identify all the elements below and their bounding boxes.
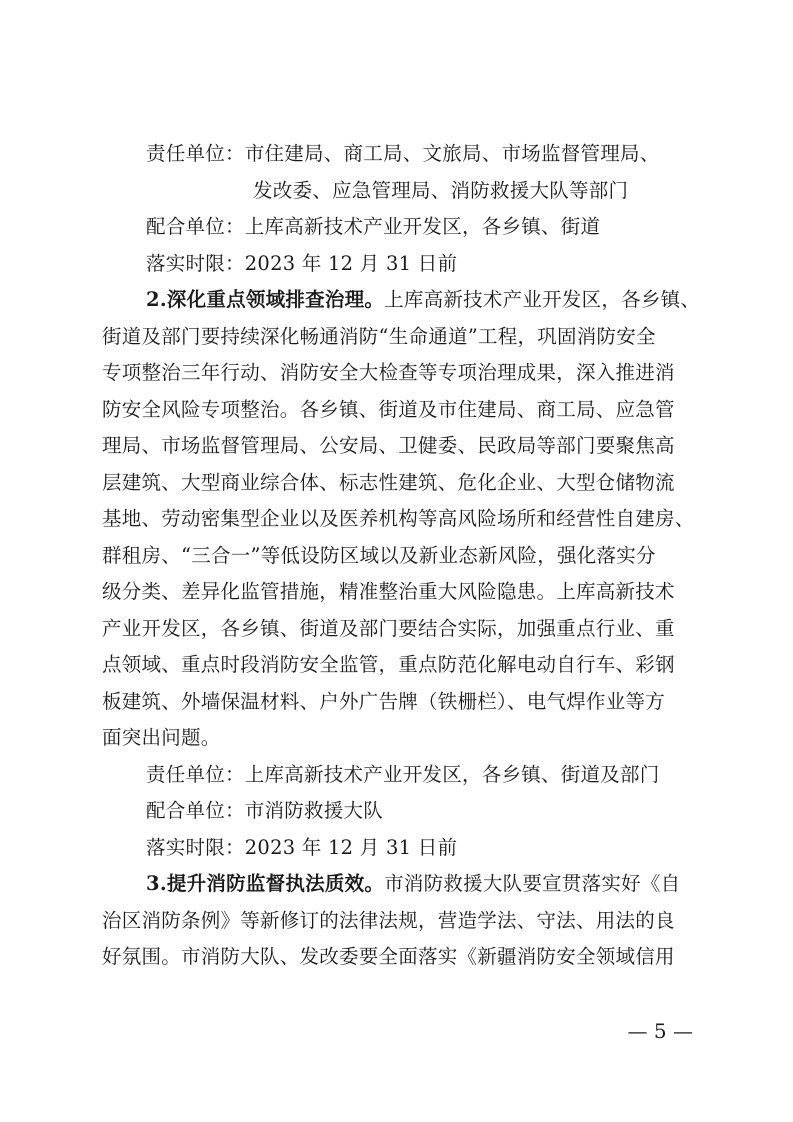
item2-body-line: 级分类、差异化监管措施，精准整治重大风险隐患。上库高新技术 xyxy=(102,580,675,603)
item3-body-line: 治区消防条例》等新修订的法律法规，营造学法、守法、用法的良 xyxy=(102,908,675,932)
item3-first-line xyxy=(102,866,690,903)
item2-deadline: 落实时限：2023 年 12 月 31 日前 xyxy=(146,835,458,859)
item3-first-line-text: 市消防救援大队要宣贯落实好《自 xyxy=(384,872,681,895)
item2-body-line: 板建筑、外墙保温材料、户外广告牌（铁栅栏）、电气焊作业等方 xyxy=(102,689,666,713)
item2-body-line: 理局、市场监督管理局、公安局、卫健委、民政局等部门要聚焦高 xyxy=(102,434,675,457)
responsible-units-line-2: 发改委、应急管理局、消防救援大队等部门 xyxy=(253,178,629,202)
page-number: — 5 — xyxy=(627,1019,693,1043)
item2-body-line: 产业开发区，各乡镇、街道及部门要结合实际，加强重点行业、重 xyxy=(102,616,675,640)
item2-body-line: 面突出问题。 xyxy=(102,726,221,749)
item3-body-line: 好氛围。市消防大队、发改委要全面落实《新疆消防安全领域信用 xyxy=(102,945,675,968)
item2-body-line: 专项整治三年行动、消防安全大检查等专项治理成果，深入推进消 xyxy=(102,361,675,384)
deadline-line: 落实时限：2023 年 12 月 31 日前 xyxy=(146,251,458,275)
cooperating-units-line: 配合单位：上库高新技术产业开发区，各乡镇、街道 xyxy=(146,215,601,238)
item3-heading: 3.提升消防监督执法质效。 xyxy=(146,872,385,895)
item2-cooperating-units: 配合单位：市消防救援大队 xyxy=(146,799,384,822)
item2-responsible-units: 责任单位：上库高新技术产业开发区，各乡镇、街道及部门 xyxy=(146,762,660,786)
document-body xyxy=(102,136,701,976)
item2-body-line: 街道及部门要持续深化畅通消防“生命通道”工程，巩固消防安全 xyxy=(102,324,656,348)
responsible-units-line-1: 责任单位：市住建局、商工局、文旅局、市场监督管理局、 xyxy=(146,142,660,165)
item2-body-line: 层建筑、大型商业综合体、标志性建筑、危化企业、大型仓储物流 xyxy=(102,470,675,494)
item2-first-line xyxy=(102,282,701,319)
item2-body-line: 群租房、“三合一”等低设防区域以及新业态新风险，强化落实分 xyxy=(102,543,656,567)
item2-body-line: 防安全风险专项整治。各乡镇、街道及市住建局、商工局、应急管 xyxy=(102,397,675,421)
item2-body-line: 基地、劳动密集型企业以及医养机构等高风险场所和经营性自建房、 xyxy=(102,507,695,530)
item2-heading: 2.深化重点领域排查治理。 xyxy=(146,288,385,311)
item2-body-line: 点领域、重点时段消防安全监管，重点防范化解电动自行车、彩钢 xyxy=(102,653,675,676)
item2-first-line-text: 上库高新技术产业开发区，各乡镇、 xyxy=(384,288,701,311)
